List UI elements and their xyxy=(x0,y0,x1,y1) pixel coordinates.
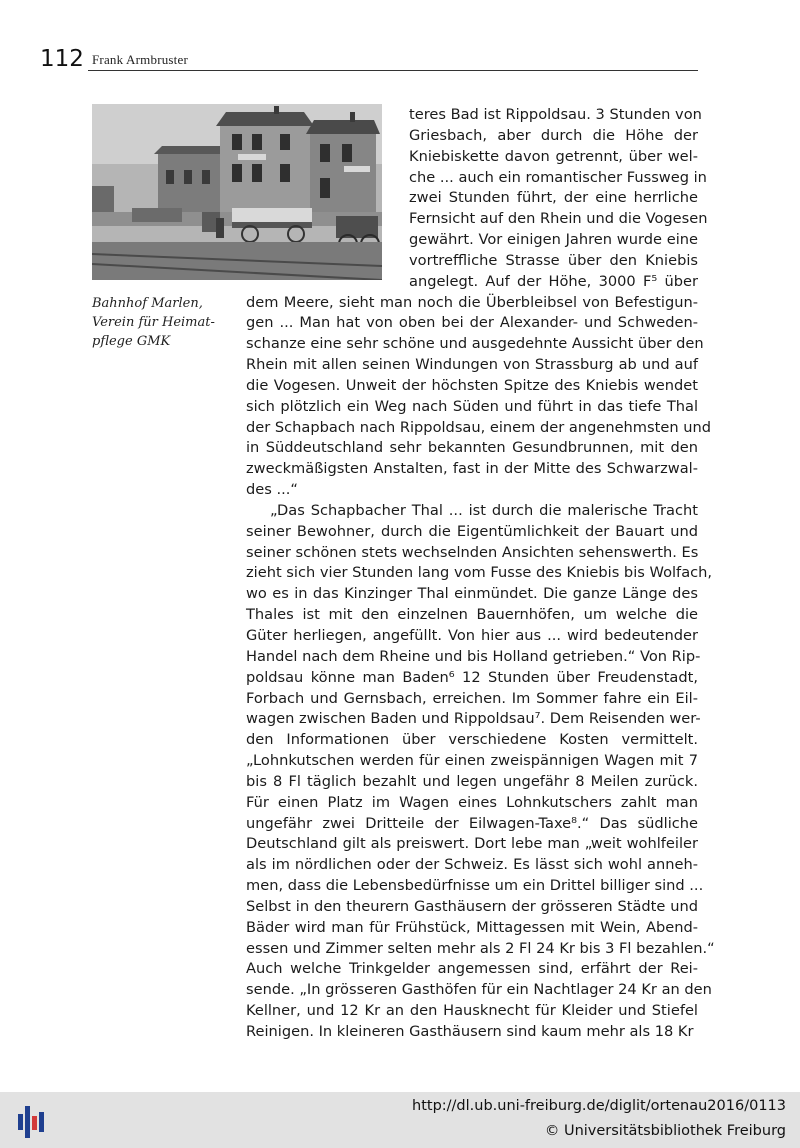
body-line: seiner schönen stets wechselnden Ansichten sehenswerth. Es xyxy=(246,543,699,561)
body-line: Kniebiskette davon getrennt, über wel- xyxy=(409,147,698,165)
body-line: „Das Schapbacher Thal ... ist durch die malerische Tracht xyxy=(270,501,698,519)
body-line: essen und Zimmer selten mehr als 2 Fl 24 Kr bis 3 Fl bezahlen.“ xyxy=(246,939,715,957)
caption-line: Bahnhof Marlen, xyxy=(92,296,203,311)
body-line: schanze eine sehr schöne und ausgedehnte Aussicht über den xyxy=(246,335,704,353)
body-line: den Informationen über verschiedene Kosten vermittelt. xyxy=(246,731,698,749)
body-line: ungefähr zwei Dritteile der Eilwagen-Taxe⁸.“ Das südliche xyxy=(246,814,698,832)
body-line: der Schapbach nach Rippoldsau, einem der angenehmsten und xyxy=(246,418,711,436)
body-line: dem Meere, sieht man noch die Überbleibsel von Befestigun- xyxy=(246,293,698,311)
body-line: Forbach und Gernsbach, erreichen. Im Sommer fahre ein Eil- xyxy=(246,689,698,707)
body-line: Selbst in den theurern Gasthäusern der grösseren Städte und xyxy=(246,897,698,915)
header-rule xyxy=(88,70,698,71)
body-line: teres Bad ist Rippoldsau. 3 Stunden von xyxy=(409,106,702,123)
station-photo xyxy=(92,104,382,280)
body-line: zwei Stunden führt, der eine herrliche xyxy=(409,189,698,207)
body-line: Kellner, und 12 Kr an den Hausknecht für Kleider und Stiefel xyxy=(246,1002,698,1020)
body-line: zieht sich vier Stunden lang vom Fusse des Kniebis bis Wolfach, xyxy=(246,564,713,582)
body-line: Bäder wird man für Frühstück, Mittagessen mit Wein, Abend- xyxy=(246,918,698,936)
station-photo-drawing xyxy=(92,104,382,280)
body-line: Güter herliegen, angefüllt. Von hier aus ... wird bedeutender xyxy=(246,627,698,644)
figure-caption xyxy=(92,294,232,351)
body-line: wo es in das Kinzinger Thal einmündet. Die ganze Länge des xyxy=(246,585,698,603)
body-line: Griesbach, aber durch die Höhe der xyxy=(409,126,698,144)
footer-url[interactable]: http://dl.ub.uni-freiburg.de/diglit/ortenau2016/0113 xyxy=(412,1098,786,1114)
body-line: Rhein mit allen seinen Windungen von Strassburg ab und auf xyxy=(246,356,698,374)
body-line: seiner Bewohner, durch die Eigentümlichkeit der Bauart und xyxy=(246,522,698,540)
body-line: sich plötzlich ein Weg nach Süden und führt in das tiefe Thal xyxy=(246,397,698,415)
body-line: Handel nach dem Rheine und bis Holland getrieben.“ Von Rip- xyxy=(246,647,701,665)
body-line: Thales ist mit den einzelnen Bauernhöfen, um welche die xyxy=(246,606,698,624)
body-line: zweckmäßigsten Anstalten, fast in der Mitte des Schwarzwal- xyxy=(246,460,698,478)
page-number: 112 xyxy=(40,46,84,72)
body-line: gen ... Man hat von oben bei der Alexander- und Schweden- xyxy=(246,314,698,332)
body-line: die Vogesen. Unweit der höchsten Spitze des Kniebis wendet xyxy=(246,376,698,394)
running-head: Frank Armbruster xyxy=(92,52,188,67)
body-line: in Süddeutschland sehr bekannten Gesundbrunnen, mit den xyxy=(246,439,698,457)
body-line: Deutschland gilt als preiswert. Dort lebe man „weit wohlfeiler xyxy=(246,835,698,853)
body-line: men, dass die Lebensbedürfnisse um ein Drittel billiger sind ... xyxy=(246,877,704,895)
body-line: vortreffliche Strasse über den Kniebis xyxy=(409,251,698,269)
body-line: des ...“ xyxy=(246,481,298,499)
body-line: angelegt. Auf der Höhe, 3000 F⁵ über xyxy=(409,272,698,290)
body-line: bis 8 Fl täglich bezahlt und legen ungefähr 8 Meilen zurück. xyxy=(246,772,698,790)
body-line: wagen zwischen Baden und Rippoldsau⁷. Dem Reisenden wer- xyxy=(246,710,701,728)
body-line: sende. „In grösseren Gasthöfen für ein Nachtlager 24 Kr an den xyxy=(246,981,712,999)
body-line: gewährt. Vor einigen Jahren wurde eine xyxy=(409,231,698,249)
body-line: als im nördlichen oder der Schweiz. Es lässt sich wohl anneh- xyxy=(246,856,698,874)
caption-line: pflege GMK xyxy=(92,334,171,349)
body-line: che ... auch ein romantischer Fussweg in xyxy=(409,168,707,186)
body-line: Fernsicht auf den Rhein und die Vogesen xyxy=(409,210,708,228)
body-line: Auch welche Trinkgelder angemessen sind, erfährt der Rei- xyxy=(246,960,698,978)
body-line: Reinigen. In kleineren Gasthäusern sind kaum mehr als 18 Kr xyxy=(246,1022,694,1040)
ub-freiburg-logo-icon xyxy=(12,1100,52,1140)
footer-copyright: © Universitätsbibliothek Freiburg xyxy=(544,1123,786,1139)
body-line: „Lohnkutschen werden für einen zweispännigen Wagen mit 7 xyxy=(246,752,698,770)
body-line: Für einen Platz im Wagen eines Lohnkutschers zahlt man xyxy=(246,793,698,811)
caption-line: Verein für Heimat- xyxy=(92,315,215,330)
body-line: poldsau könne man Baden⁶ 12 Stunden über Freudenstadt, xyxy=(246,668,698,686)
